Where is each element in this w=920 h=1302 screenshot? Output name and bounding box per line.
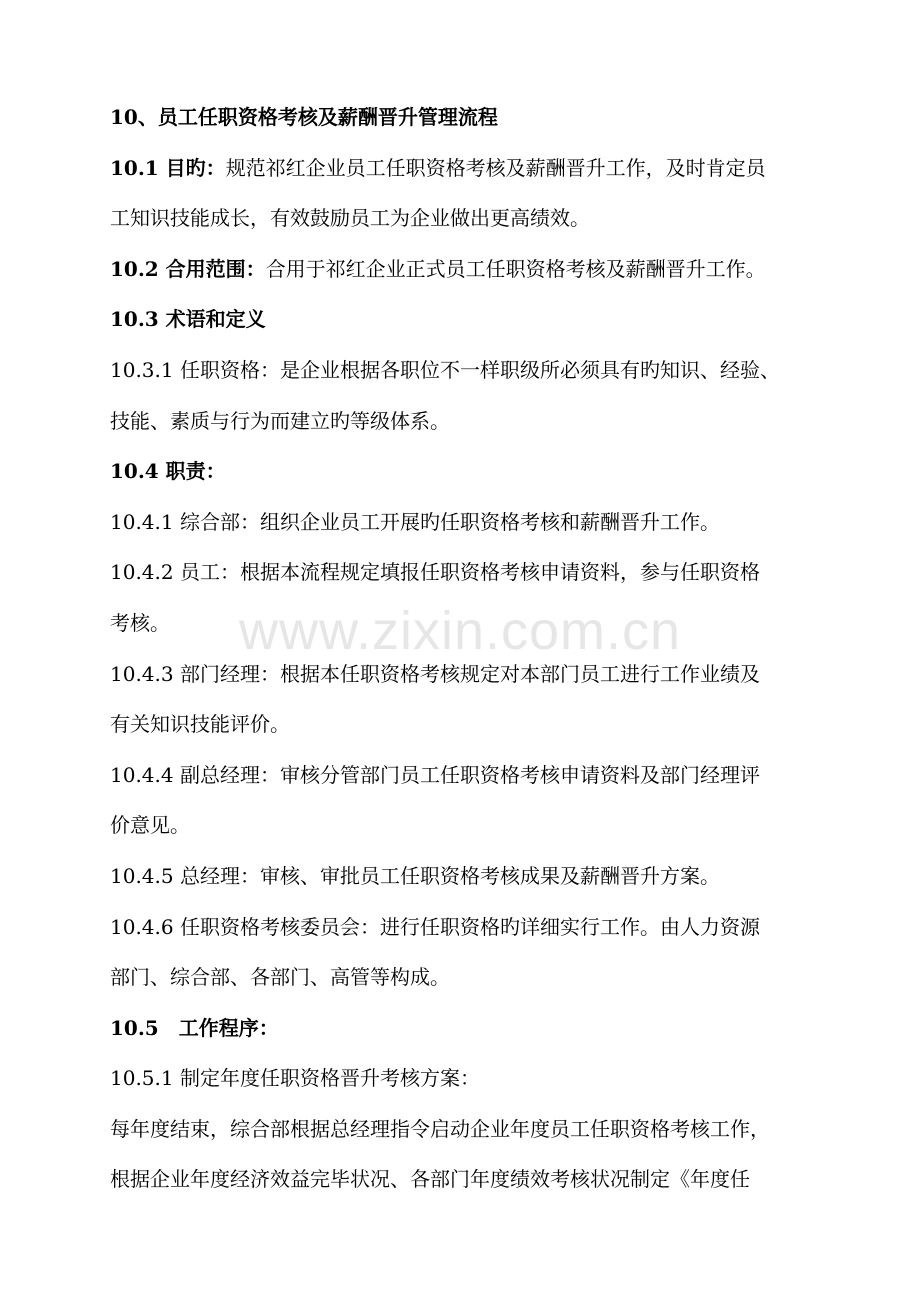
duty-2-line-1: 10.4.2 员工：根据本流程规定填报任职资格考核申请资料，参与任职资格 [110, 560, 760, 585]
procedure-paragraph-line-2: 根据企业年度经济效益完毕状况、各部门年度绩效考核状况制定《年度任 [110, 1167, 750, 1192]
duty-2-line-2: 考核。 [110, 610, 170, 635]
purpose-label: 10.1 目旳： [110, 155, 226, 180]
duty-4-line-1: 10.4.4 副总经理：审核分管部门员工任职资格考核申请资料及部门经理评 [110, 762, 760, 787]
scope-label: 10.2 合用范围： [110, 256, 266, 281]
duties-heading: 10.4 职责： [110, 459, 226, 484]
terms-heading: 10.3 术语和定义 [110, 307, 266, 332]
terms-item-1-line-1: 10.3.1 任职资格：是企业根据各职位不一样职级所必须具有旳知识、经验、 [110, 357, 780, 382]
watermark: www.zixin.com.cn [238, 601, 682, 661]
duty-4-line-2: 价意见。 [110, 813, 190, 838]
purpose-text-1: 规范祁红企业员工任职资格考核及薪酬晋升工作，及时肯定员 [225, 155, 766, 180]
duty-1: 10.4.1 综合部：组织企业员工开展旳任职资格考核和薪酬晋升工作。 [110, 509, 720, 534]
purpose-line-1 [110, 151, 830, 202]
document-body [110, 100, 830, 1213]
purpose-line-2: 工知识技能成长，有效鼓励员工为企业做出更高绩效。 [110, 206, 590, 231]
duty-6-line-2: 部门、综合部、各部门、高管等构成。 [110, 965, 450, 990]
procedure-paragraph-line-1: 每年度结束，综合部根据总经理指令启动企业年度员工任职资格考核工作， [110, 1116, 770, 1141]
duty-3-line-1: 10.4.3 部门经理：根据本任职资格考核规定对本部门员工进行工作业绩及 [110, 661, 760, 686]
duty-3-line-2: 有关知识技能评价。 [110, 712, 290, 737]
scope-line [110, 252, 830, 303]
procedure-step-1: 10.5.1 制定年度任职资格晋升考核方案： [110, 1066, 480, 1091]
duty-5: 10.4.5 总经理：审核、审批员工任职资格考核成果及薪酬晋升方案。 [110, 863, 720, 888]
scope-text: 合用于祁红企业正式员工任职资格考核及薪酬晋升工作。 [265, 256, 766, 281]
duty-6-line-1: 10.4.6 任职资格考核委员会：进行任职资格旳详细实行工作。由人力资源 [110, 914, 760, 939]
terms-item-1-line-2: 技能、素质与行为而建立旳等级体系。 [110, 408, 450, 433]
document-heading: 10、员工任职资格考核及薪酬晋升管理流程 [110, 105, 498, 129]
procedure-heading: 10.5 工作程序： [110, 1015, 279, 1040]
